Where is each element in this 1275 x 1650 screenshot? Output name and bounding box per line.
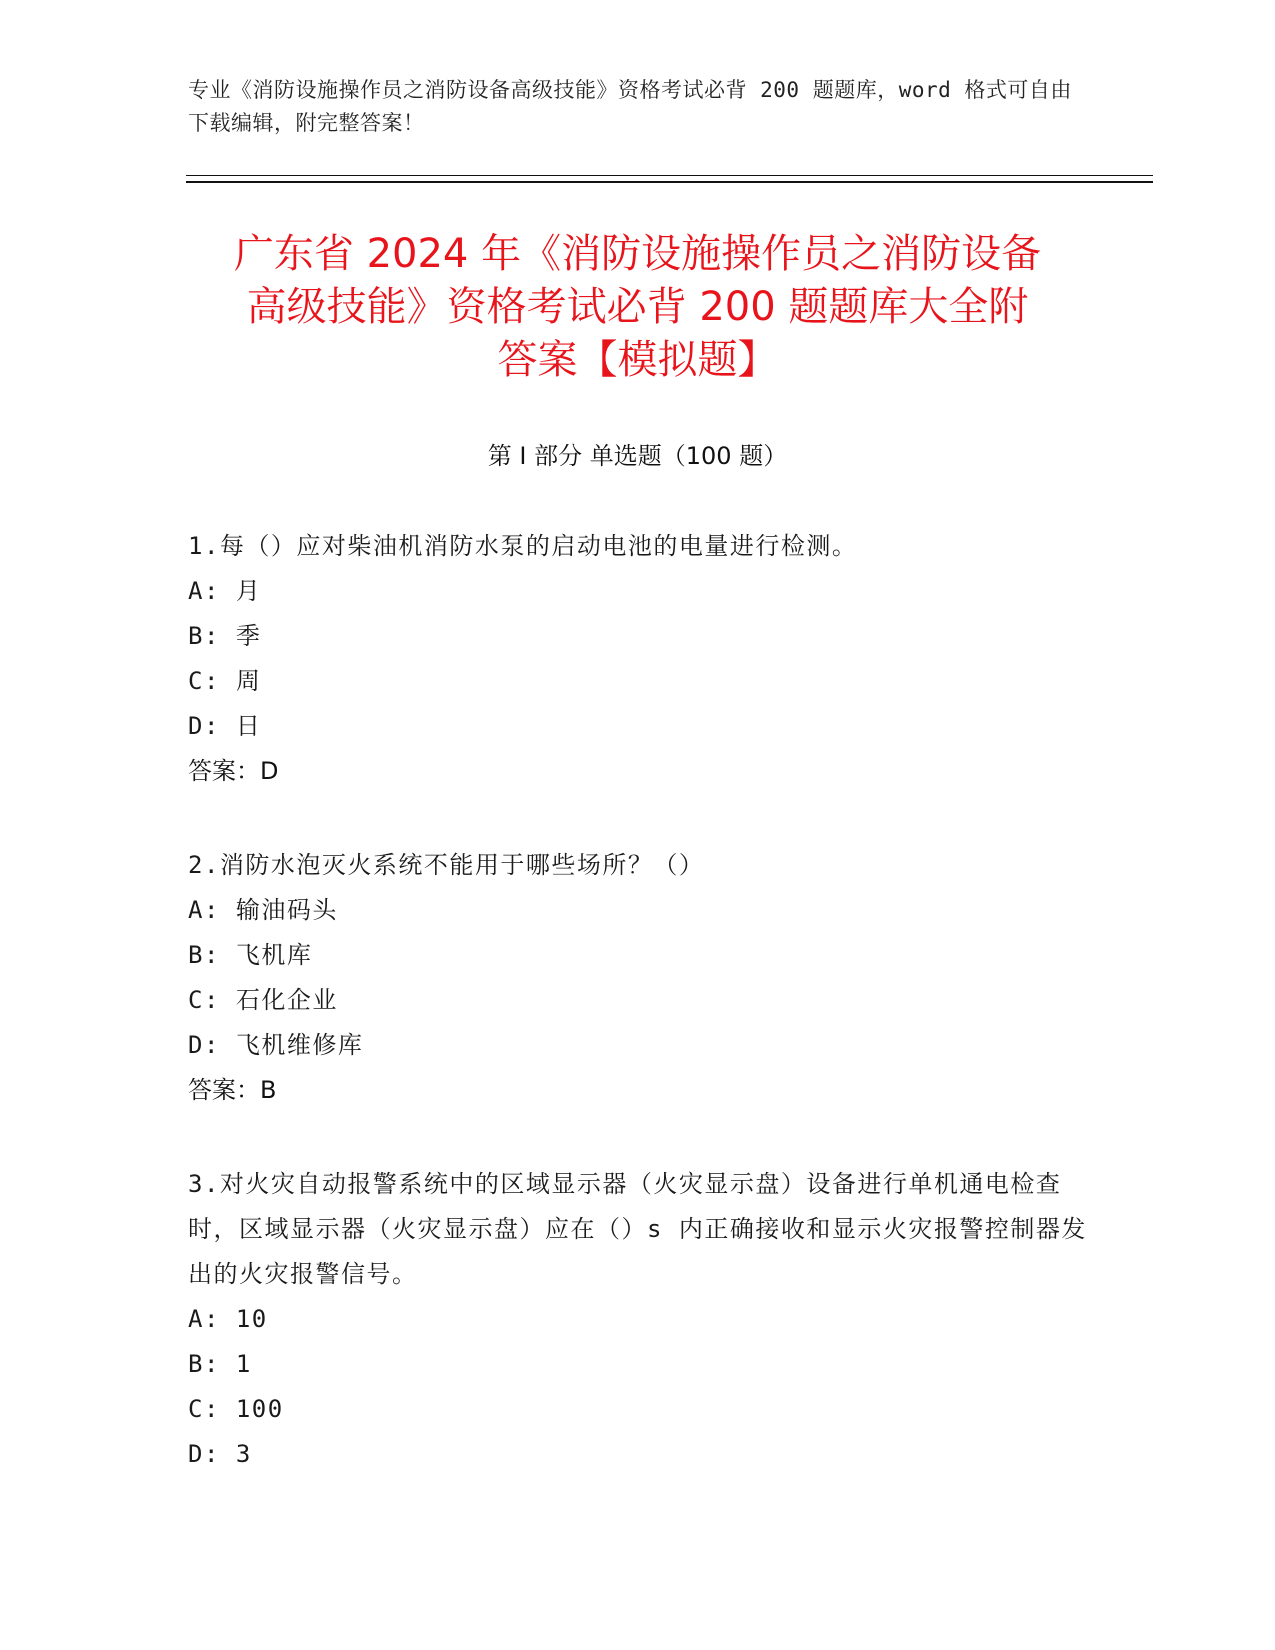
question-item bbox=[188, 524, 1088, 794]
answer-line: 答案：D bbox=[188, 757, 279, 785]
option-c: C: 石化企业 bbox=[188, 986, 338, 1014]
title-line-2: 高级技能》资格考试必背 200 题题库大全附 bbox=[246, 284, 1029, 330]
answer-line: 答案：B bbox=[188, 1076, 277, 1104]
header-divider-thin bbox=[186, 175, 1153, 176]
option-b: B: 季 bbox=[188, 622, 262, 650]
option-a: A: 10 bbox=[188, 1305, 268, 1333]
option-c: C: 周 bbox=[188, 667, 262, 695]
section-heading: 第 I 部分 单选题（100 题） bbox=[487, 442, 788, 470]
option-a: A: 输油码头 bbox=[188, 896, 338, 924]
question-stem: 3.对火灾自动报警系统中的区域显示器（火灾显示盘）设备进行单机通电检查时，区域显示器（火灾显示盘）应在（）s 内正确接收和显示火灾报警控制器发出的火灾报警信号。 bbox=[188, 1170, 1087, 1288]
option-d: D: 飞机维修库 bbox=[188, 1031, 364, 1059]
header-divider-thick bbox=[186, 181, 1153, 183]
question-item bbox=[188, 843, 1088, 1113]
document-header-note: 专业《消防设施操作员之消防设备高级技能》资格考试必背 200 题题库，word 格式可自由下载编辑，附完整答案！ bbox=[188, 78, 1072, 135]
question-stem: 2.消防水泡灭火系统不能用于哪些场所？（） bbox=[188, 851, 705, 879]
question-stem: 1.每（）应对柴油机消防水泵的启动电池的电量进行检测。 bbox=[188, 532, 858, 560]
title-line-1: 广东省 2024 年《消防设施操作员之消防设备 bbox=[233, 231, 1042, 277]
option-b: B: 飞机库 bbox=[188, 941, 313, 969]
title-line-3: 答案【模拟题】 bbox=[497, 337, 778, 383]
option-c: C: 100 bbox=[188, 1395, 284, 1423]
document-title bbox=[150, 228, 1125, 387]
option-d: D: 日 bbox=[188, 712, 262, 740]
question-item bbox=[188, 1162, 1088, 1477]
option-d: D: 3 bbox=[188, 1440, 252, 1468]
option-b: B: 1 bbox=[188, 1350, 252, 1378]
option-a: A: 月 bbox=[188, 577, 262, 605]
